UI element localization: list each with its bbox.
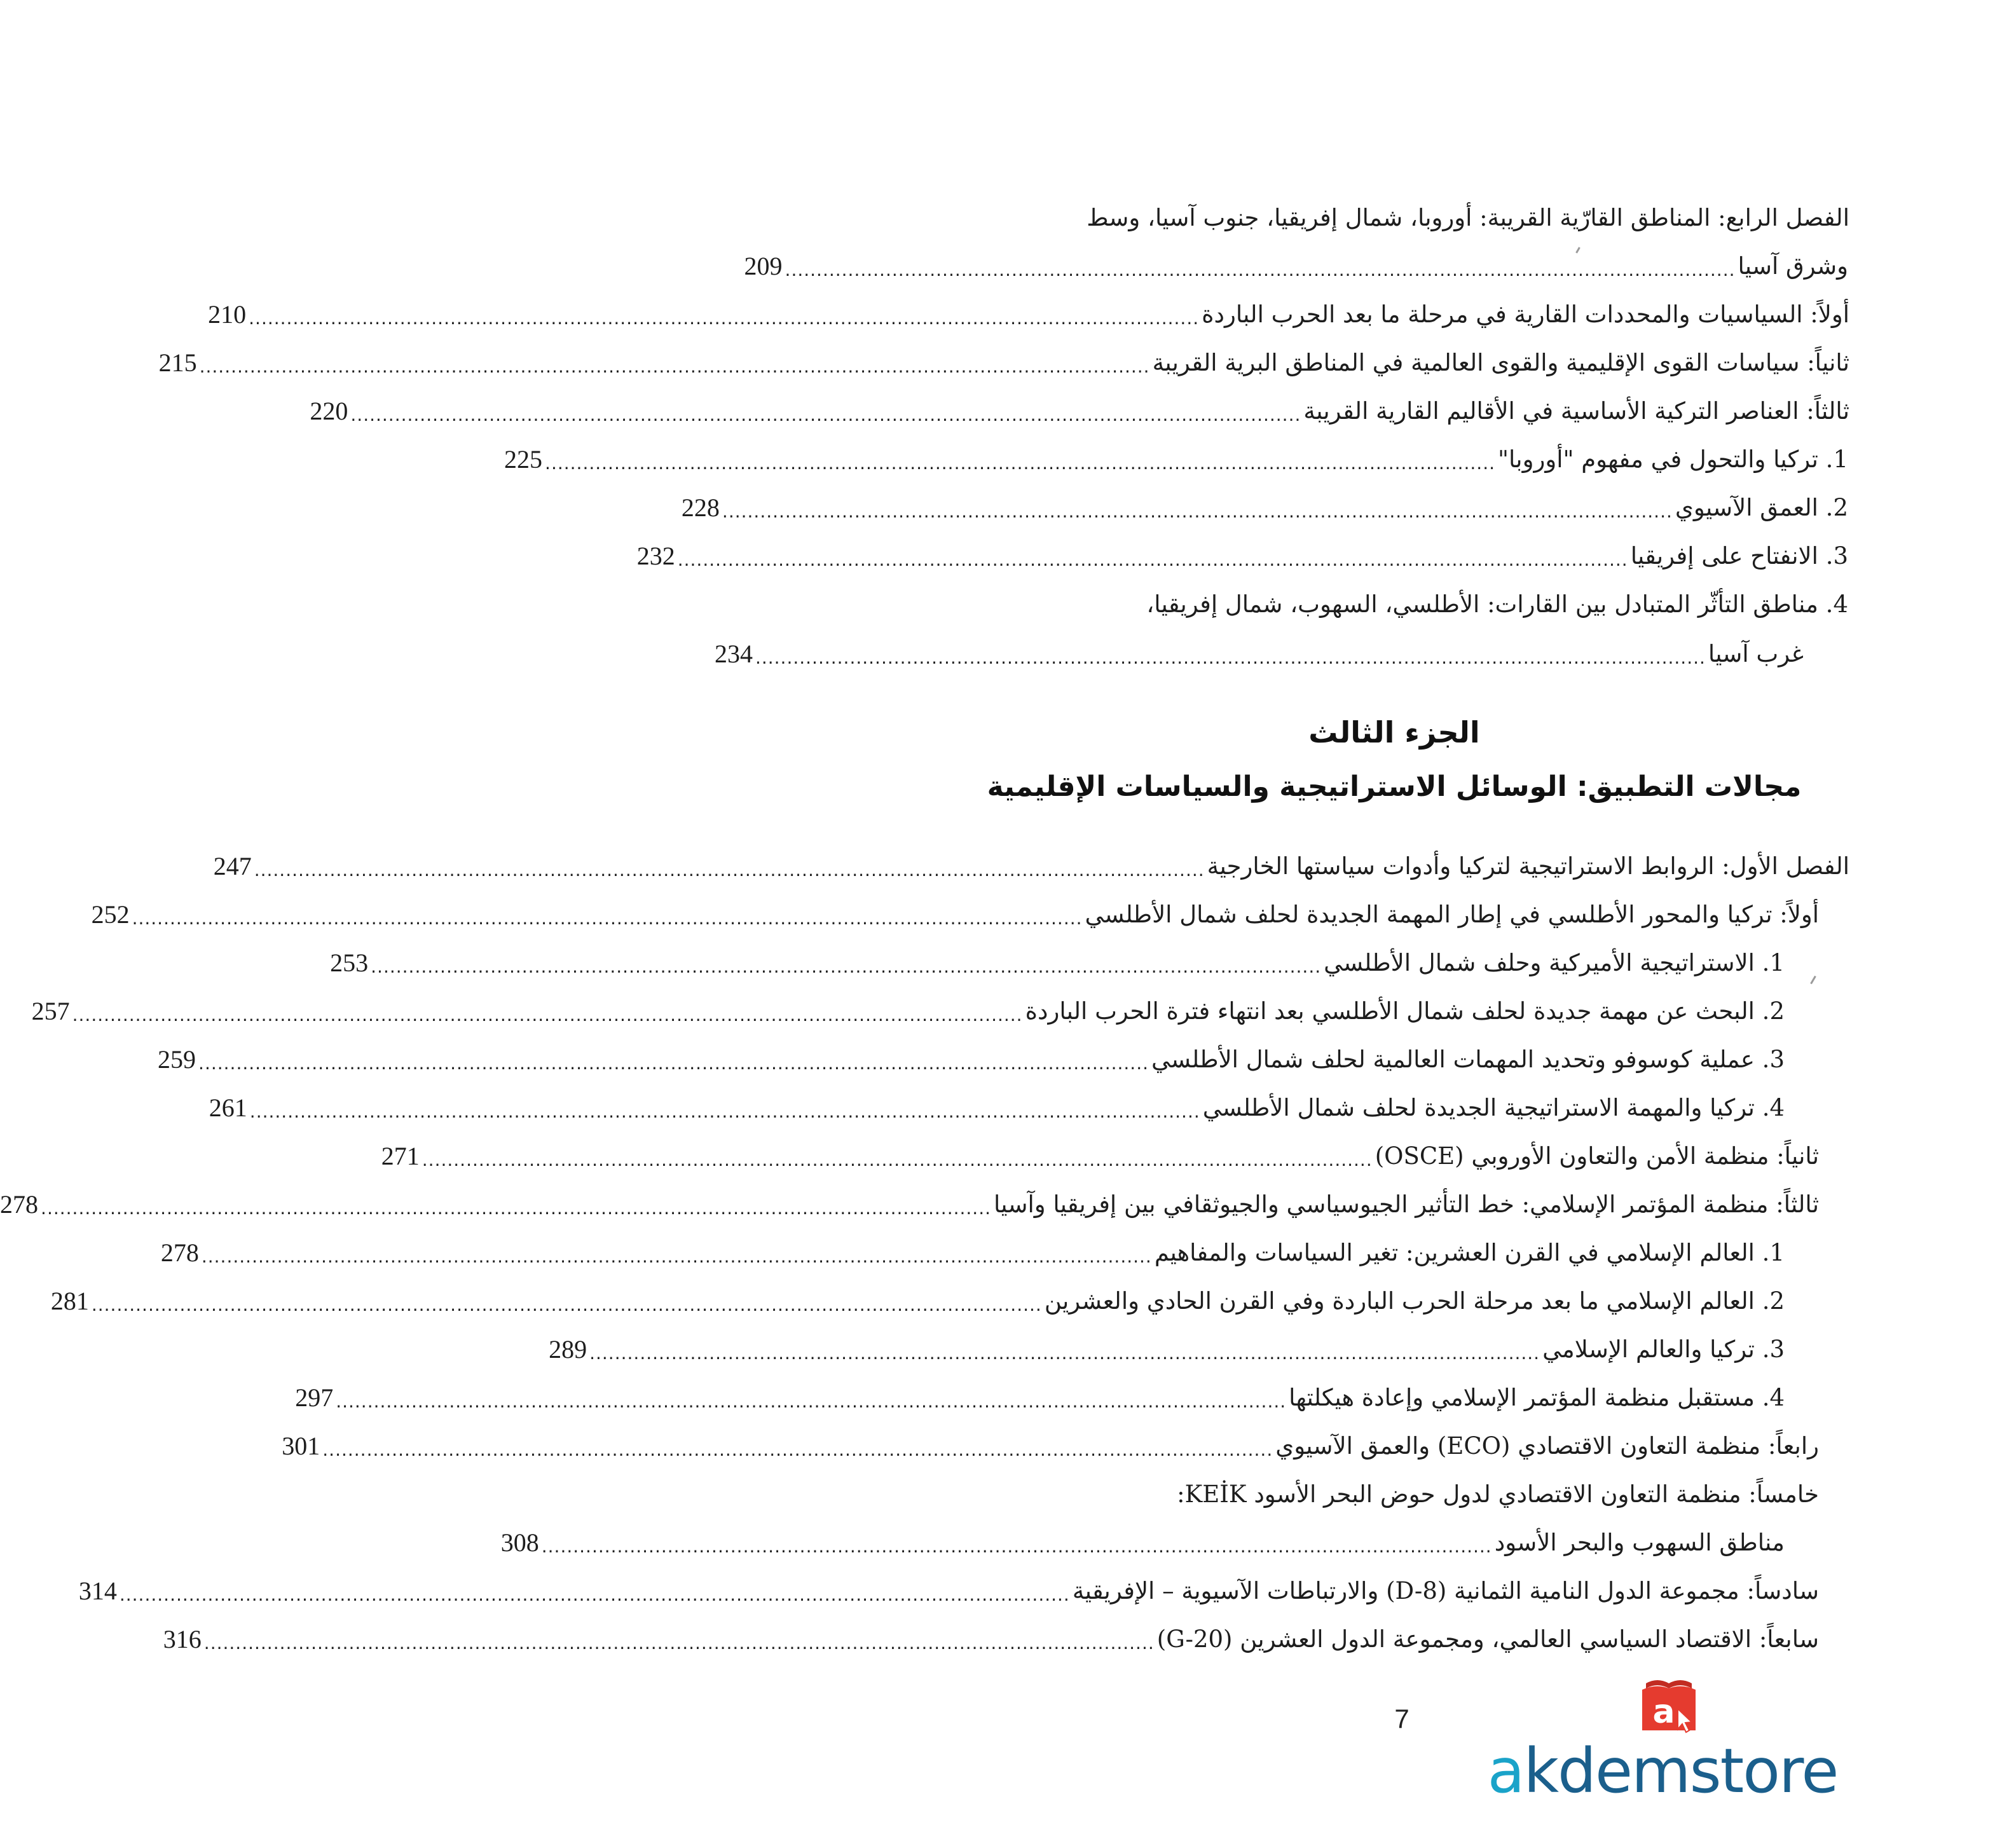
toc-entry-chapter-4: [1087, 197, 1849, 238]
leader-dots: .......................................................................................................................................................: [371, 955, 1322, 977]
toc-entry: [636, 535, 1848, 576]
toc-entry: [158, 1039, 1785, 1079]
toc-entry-text: أولاً: السياسيات والمحددات القارية في مرحلة ما بعد الحرب الباردة: [1202, 300, 1849, 328]
toc-entry: [31, 990, 1785, 1031]
toc-entry: [0, 1184, 1819, 1224]
leader-dots: .......................................................................................................................................................: [545, 452, 1496, 474]
toc-entry-text: الفصل الأول: الروابط الاستراتيجية لتركيا وأدوات سياستها الخارجية: [1207, 852, 1849, 880]
toc-entry-text: مناطق السهوب والبحر الأسود: [1494, 1528, 1785, 1556]
leader-dots: .......................................................................................................................................................: [119, 1584, 1070, 1605]
leader-dots: .......................................................................................................................................................: [203, 1632, 1155, 1653]
toc-entry-text: غرب آسيا: [1708, 640, 1804, 667]
toc-entry-text: 4. تركيا والمهمة الاستراتيجية الجديدة لحلف شمال الأطلسي: [1202, 1093, 1785, 1121]
toc-entry-text: رابعاً: منظمة التعاون الاقتصادي (ECO) والعمق الآسيوي: [1275, 1432, 1819, 1460]
toc-entry: [310, 390, 1849, 431]
toc-page-number: 316: [163, 1624, 202, 1653]
leader-dots: .......................................................................................................................................................: [132, 907, 1083, 929]
leader-dots: .......................................................................................................................................................: [322, 1439, 1273, 1460]
toc-entry-text: ثانياً: منظمة الأمن والتعاون الأوروبي (OSCE): [1375, 1142, 1819, 1170]
toc-entry: [549, 1329, 1785, 1369]
leader-dots: .......................................................................................................................................................: [677, 549, 1628, 570]
toc-entry: [158, 342, 1849, 383]
toc-page-number: 301: [282, 1431, 320, 1460]
page-number: 7: [1394, 1704, 1409, 1734]
toc-page-number: 281: [50, 1286, 89, 1315]
toc-entry: [1177, 1474, 1819, 1514]
leader-dots: .......................................................................................................................................................: [249, 1100, 1200, 1122]
toc-entry-text: 1. العالم الإسلامي في القرن العشرين: تغير السياسات والمفاهيم: [1154, 1238, 1785, 1266]
toc-page-number: 225: [504, 444, 543, 474]
part-title: الجزء الثالث: [1308, 715, 1480, 749]
toc-entry-text: 1. تركيا والتحول في مفهوم "أوروبا": [1498, 445, 1848, 473]
book-badge-icon: [1637, 1672, 1701, 1742]
leader-dots: .......................................................................................................................................................: [91, 1294, 1042, 1315]
toc-page-number: 314: [78, 1576, 117, 1605]
toc-page-number: 257: [31, 996, 70, 1025]
toc-page-number: 271: [381, 1141, 420, 1170]
toc-page-number: 215: [158, 348, 197, 377]
leader-dots: .......................................................................................................................................................: [722, 500, 1673, 522]
toc-entry: [160, 1232, 1785, 1273]
leader-dots: .......................................................................................................................................................: [350, 404, 1301, 425]
toc-entry-text: سابعاً: الاقتصاد السياسي العالمي، ومجموعة الدول العشرين (G-20): [1156, 1625, 1819, 1653]
toc-entry-text: 3. عملية كوسوفو وتحديد المهمات العالمية لحلف شمال الأطلسي: [1151, 1045, 1785, 1073]
toc-entry-text: 2. العالم الإسلامي ما بعد مرحلة الحرب الباردة وفي القرن الحادي والعشرين: [1044, 1287, 1785, 1315]
toc-entry-text: 2. البحث عن مهمة جديدة لحلف شمال الأطلسي بعد انتهاء فترة الحرب الباردة: [1025, 997, 1785, 1025]
toc-page-number: 247: [213, 851, 252, 880]
toc-entry-text: 2. العمق الآسيوي: [1675, 493, 1848, 521]
toc-entry: [209, 1087, 1785, 1128]
toc-entry: [78, 1570, 1819, 1611]
toc-entry-text: الفصل الرابع: المناطق القارّية القريبة: أوروبا، شمال إفريقيا، جنوب آسيا، وسط: [1087, 203, 1849, 231]
leader-dots: .......................................................................................................................................................: [249, 307, 1200, 329]
toc-page-number: 259: [158, 1044, 196, 1074]
toc-page-number: 220: [310, 396, 348, 425]
toc-entry-chapter-1: [213, 845, 1849, 886]
logo-accent-letter: a: [1487, 1735, 1524, 1807]
toc-entry: [744, 245, 1848, 286]
toc-entry: [163, 1618, 1819, 1659]
leader-dots: .......................................................................................................................................................: [201, 1245, 1152, 1267]
toc-page-number: 297: [295, 1383, 334, 1412]
toc-page-number: 253: [330, 948, 369, 977]
badge-letter: a: [1652, 1693, 1675, 1731]
toc-entry: [681, 487, 1848, 528]
toc-entry: [50, 1280, 1785, 1321]
toc-entry: [91, 894, 1819, 934]
toc-entry: [208, 294, 1849, 334]
toc-page-number: 278: [160, 1238, 199, 1267]
leader-dots: .......................................................................................................................................................: [72, 1004, 1023, 1025]
toc-entry-text: ثانياً: سياسات القوى الإقليمية والقوى العالمية في المناطق البرية القريبة: [1152, 348, 1849, 376]
toc-entry: [295, 1377, 1785, 1418]
leader-dots: .......................................................................................................................................................: [422, 1149, 1373, 1170]
leader-dots: .......................................................................................................................................................: [785, 259, 1736, 280]
part-subtitle: مجالات التطبيق: الوسائل الاستراتيجية والسياسات الإقليمية: [987, 770, 1802, 803]
leader-dots: .......................................................................................................................................................: [589, 1342, 1540, 1364]
toc-entry: [1146, 584, 1848, 624]
toc-page-number: 234: [714, 639, 753, 668]
leader-dots: .......................................................................................................................................................: [199, 355, 1150, 377]
toc-page-number: 210: [208, 299, 247, 329]
leader-dots: .......................................................................................................................................................: [198, 1052, 1149, 1074]
toc-entry-text: وشرق آسيا: [1738, 252, 1848, 280]
toc-page-number: 261: [209, 1093, 247, 1122]
toc-entry: [500, 1522, 1785, 1563]
toc-entry-text: خامساً: منظمة التعاون الاقتصادي لدول حوض البحر الأسود KEİK:: [1177, 1480, 1819, 1508]
leader-dots: .......................................................................................................................................................: [254, 859, 1205, 880]
toc-entry-text: 4. مناطق التأثّر المتبادل بين القارات: الأطلسي، السهوب، شمال إفريقيا،: [1146, 590, 1848, 618]
logo-text-rest: kdemstore: [1523, 1735, 1838, 1807]
logo-wordmark: [1485, 1735, 1841, 1807]
scan-speck: [1810, 976, 1816, 985]
toc-page-number: 228: [681, 493, 720, 522]
leader-dots: .......................................................................................................................................................: [41, 1197, 992, 1219]
toc-page-number: 308: [500, 1528, 539, 1557]
leader-dots: .......................................................................................................................................................: [336, 1390, 1287, 1412]
toc-page-number: 278: [0, 1189, 39, 1219]
leader-dots: .......................................................................................................................................................: [541, 1535, 1492, 1557]
toc-entry: [714, 633, 1804, 674]
toc-page-number: 209: [744, 251, 783, 280]
toc-entry-text: 3. تركيا والعالم الإسلامي: [1542, 1335, 1785, 1363]
akdemstore-logo: [1485, 1659, 1841, 1812]
toc-entry: [504, 439, 1848, 479]
toc-entry-text: 3. الانفتاح على إفريقيا: [1630, 542, 1848, 570]
toc-entry-text: أولاً: تركيا والمحور الأطلسي في إطار المهمة الجديدة لحلف شمال الأطلسي: [1085, 900, 1819, 928]
toc-entry-text: ثالثاً: منظمة المؤتمر الإسلامي: خط التأثير الجيوسياسي والجيوثقافي بين إفريقيا وآسيا: [994, 1190, 1819, 1218]
toc-entry-text: سادساً: مجموعة الدول النامية الثمانية (D-8) والارتباطات الآسيوية – الإفريقية: [1072, 1577, 1819, 1605]
toc-entry: [282, 1425, 1819, 1466]
toc-entry-text: ثالثاً: العناصر التركية الأساسية في الأقاليم القارية القريبة: [1303, 397, 1849, 425]
toc-page-number: 252: [91, 900, 130, 929]
toc-entry: [381, 1135, 1819, 1176]
toc-entry-text: 4. مستقبل منظمة المؤتمر الإسلامي وإعادة هيكلتها: [1289, 1383, 1785, 1411]
leader-dots: .......................................................................................................................................................: [755, 647, 1706, 668]
toc-page-number: 289: [549, 1334, 587, 1364]
toc-entry: [330, 942, 1785, 983]
toc-entry-text: 1. الاستراتيجية الأميركية وحلف شمال الأطلسي: [1324, 948, 1785, 976]
toc-page-number: 232: [636, 541, 675, 570]
